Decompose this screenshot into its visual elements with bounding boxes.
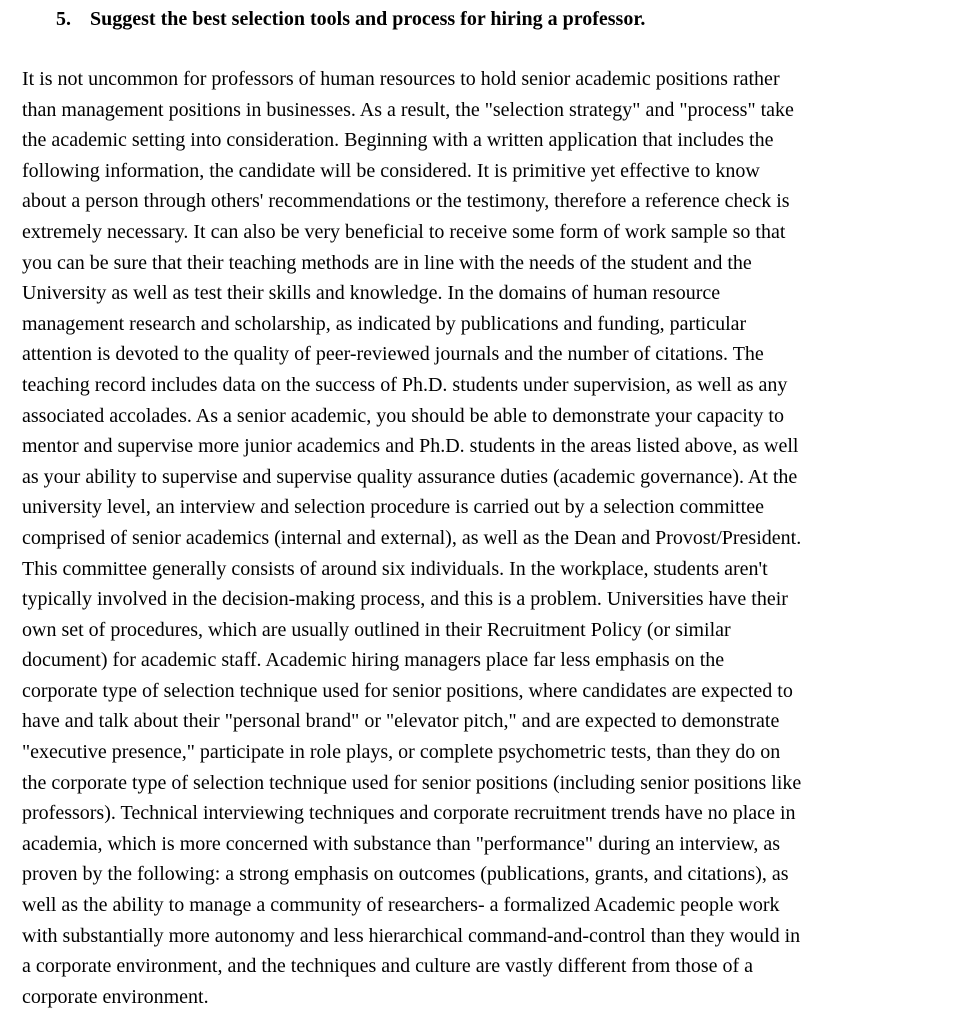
answer-paragraph bbox=[22, 64, 952, 1012]
answer-line: have and talk about their "personal brand" or "elevator pitch," and are expected to demonstrate bbox=[22, 710, 780, 733]
answer-line: attention is devoted to the quality of peer-reviewed journals and the number of citations. The bbox=[22, 343, 764, 366]
answer-line: well as the ability to manage a community of researchers- a formalized Academic people work bbox=[22, 894, 780, 917]
answer-line: corporate type of selection technique used for senior positions, where candidates are expected to bbox=[22, 679, 793, 702]
question-text: Suggest the best selection tools and process for hiring a professor. bbox=[90, 8, 646, 30]
answer-line: comprised of senior academics (internal and external), as well as the Dean and Provost/President. bbox=[22, 526, 802, 549]
answer-line: professors). Technical interviewing techniques and corporate recruitment trends have no place in bbox=[22, 802, 796, 825]
answer-line: "executive presence," participate in role plays, or complete psychometric tests, than they do on bbox=[22, 741, 781, 764]
question-heading bbox=[56, 4, 645, 34]
answer-line: It is not uncommon for professors of human resources to hold senior academic positions rather bbox=[22, 68, 780, 90]
answer-line: own set of procedures, which are usually outlined in their Recruitment Policy (or similar bbox=[22, 618, 731, 641]
answer-line: with substantially more autonomy and less hierarchical command-and-control than they would in bbox=[22, 924, 801, 947]
answer-line: about a person through others' recommendations or the testimony, therefore a reference check is bbox=[22, 190, 790, 213]
answer-line: teaching record includes data on the success of Ph.D. students under supervision, as well as any bbox=[22, 373, 788, 396]
answer-line: you can be sure that their teaching methods are in line with the needs of the student and the bbox=[22, 251, 752, 274]
question-number: 5. bbox=[56, 8, 71, 30]
answer-line: as your ability to supervise and supervise quality assurance duties (academic governance). At the bbox=[22, 465, 798, 488]
answer-line: This committee generally consists of around six individuals. In the workplace, students aren't bbox=[22, 557, 768, 580]
answer-line: document) for academic staff. Academic hiring managers place far less emphasis on the bbox=[22, 649, 725, 672]
answer-line: university level, an interview and selection procedure is carried out by a selection committee bbox=[22, 496, 764, 519]
answer-line: proven by the following: a strong emphasis on outcomes (publications, grants, and citations), as bbox=[22, 863, 789, 886]
answer-line: the academic setting into consideration. Beginning with a written application that includes the bbox=[22, 129, 774, 152]
answer-line: University as well as test their skills and knowledge. In the domains of human resource bbox=[22, 282, 721, 305]
answer-line: academia, which is more concerned with substance than "performance" during an interview, as bbox=[22, 832, 781, 855]
answer-line: following information, the candidate will be considered. It is primitive yet effective to know bbox=[22, 159, 760, 182]
answer-line: the corporate type of selection technique used for senior positions (including senior positions like bbox=[22, 771, 802, 794]
answer-line: typically involved in the decision-making process, and this is a problem. Universities have their bbox=[22, 588, 788, 611]
answer-line: mentor and supervise more junior academics and Ph.D. students in the areas listed above, as well bbox=[22, 435, 799, 458]
answer-line: than management positions in businesses. As a result, the "selection strategy" and "process" take bbox=[22, 98, 794, 121]
answer-line: a corporate environment, and the techniques and culture are vastly different from those of a bbox=[22, 955, 754, 978]
answer-line: corporate environment. bbox=[22, 985, 209, 1008]
answer-line: extremely necessary. It can also be very beneficial to receive some form of work sample so that bbox=[22, 220, 786, 243]
answer-line: associated accolades. As a senior academic, you should be able to demonstrate your capacity to bbox=[22, 404, 784, 427]
answer-line: management research and scholarship, as indicated by publications and funding, particular bbox=[22, 312, 747, 335]
